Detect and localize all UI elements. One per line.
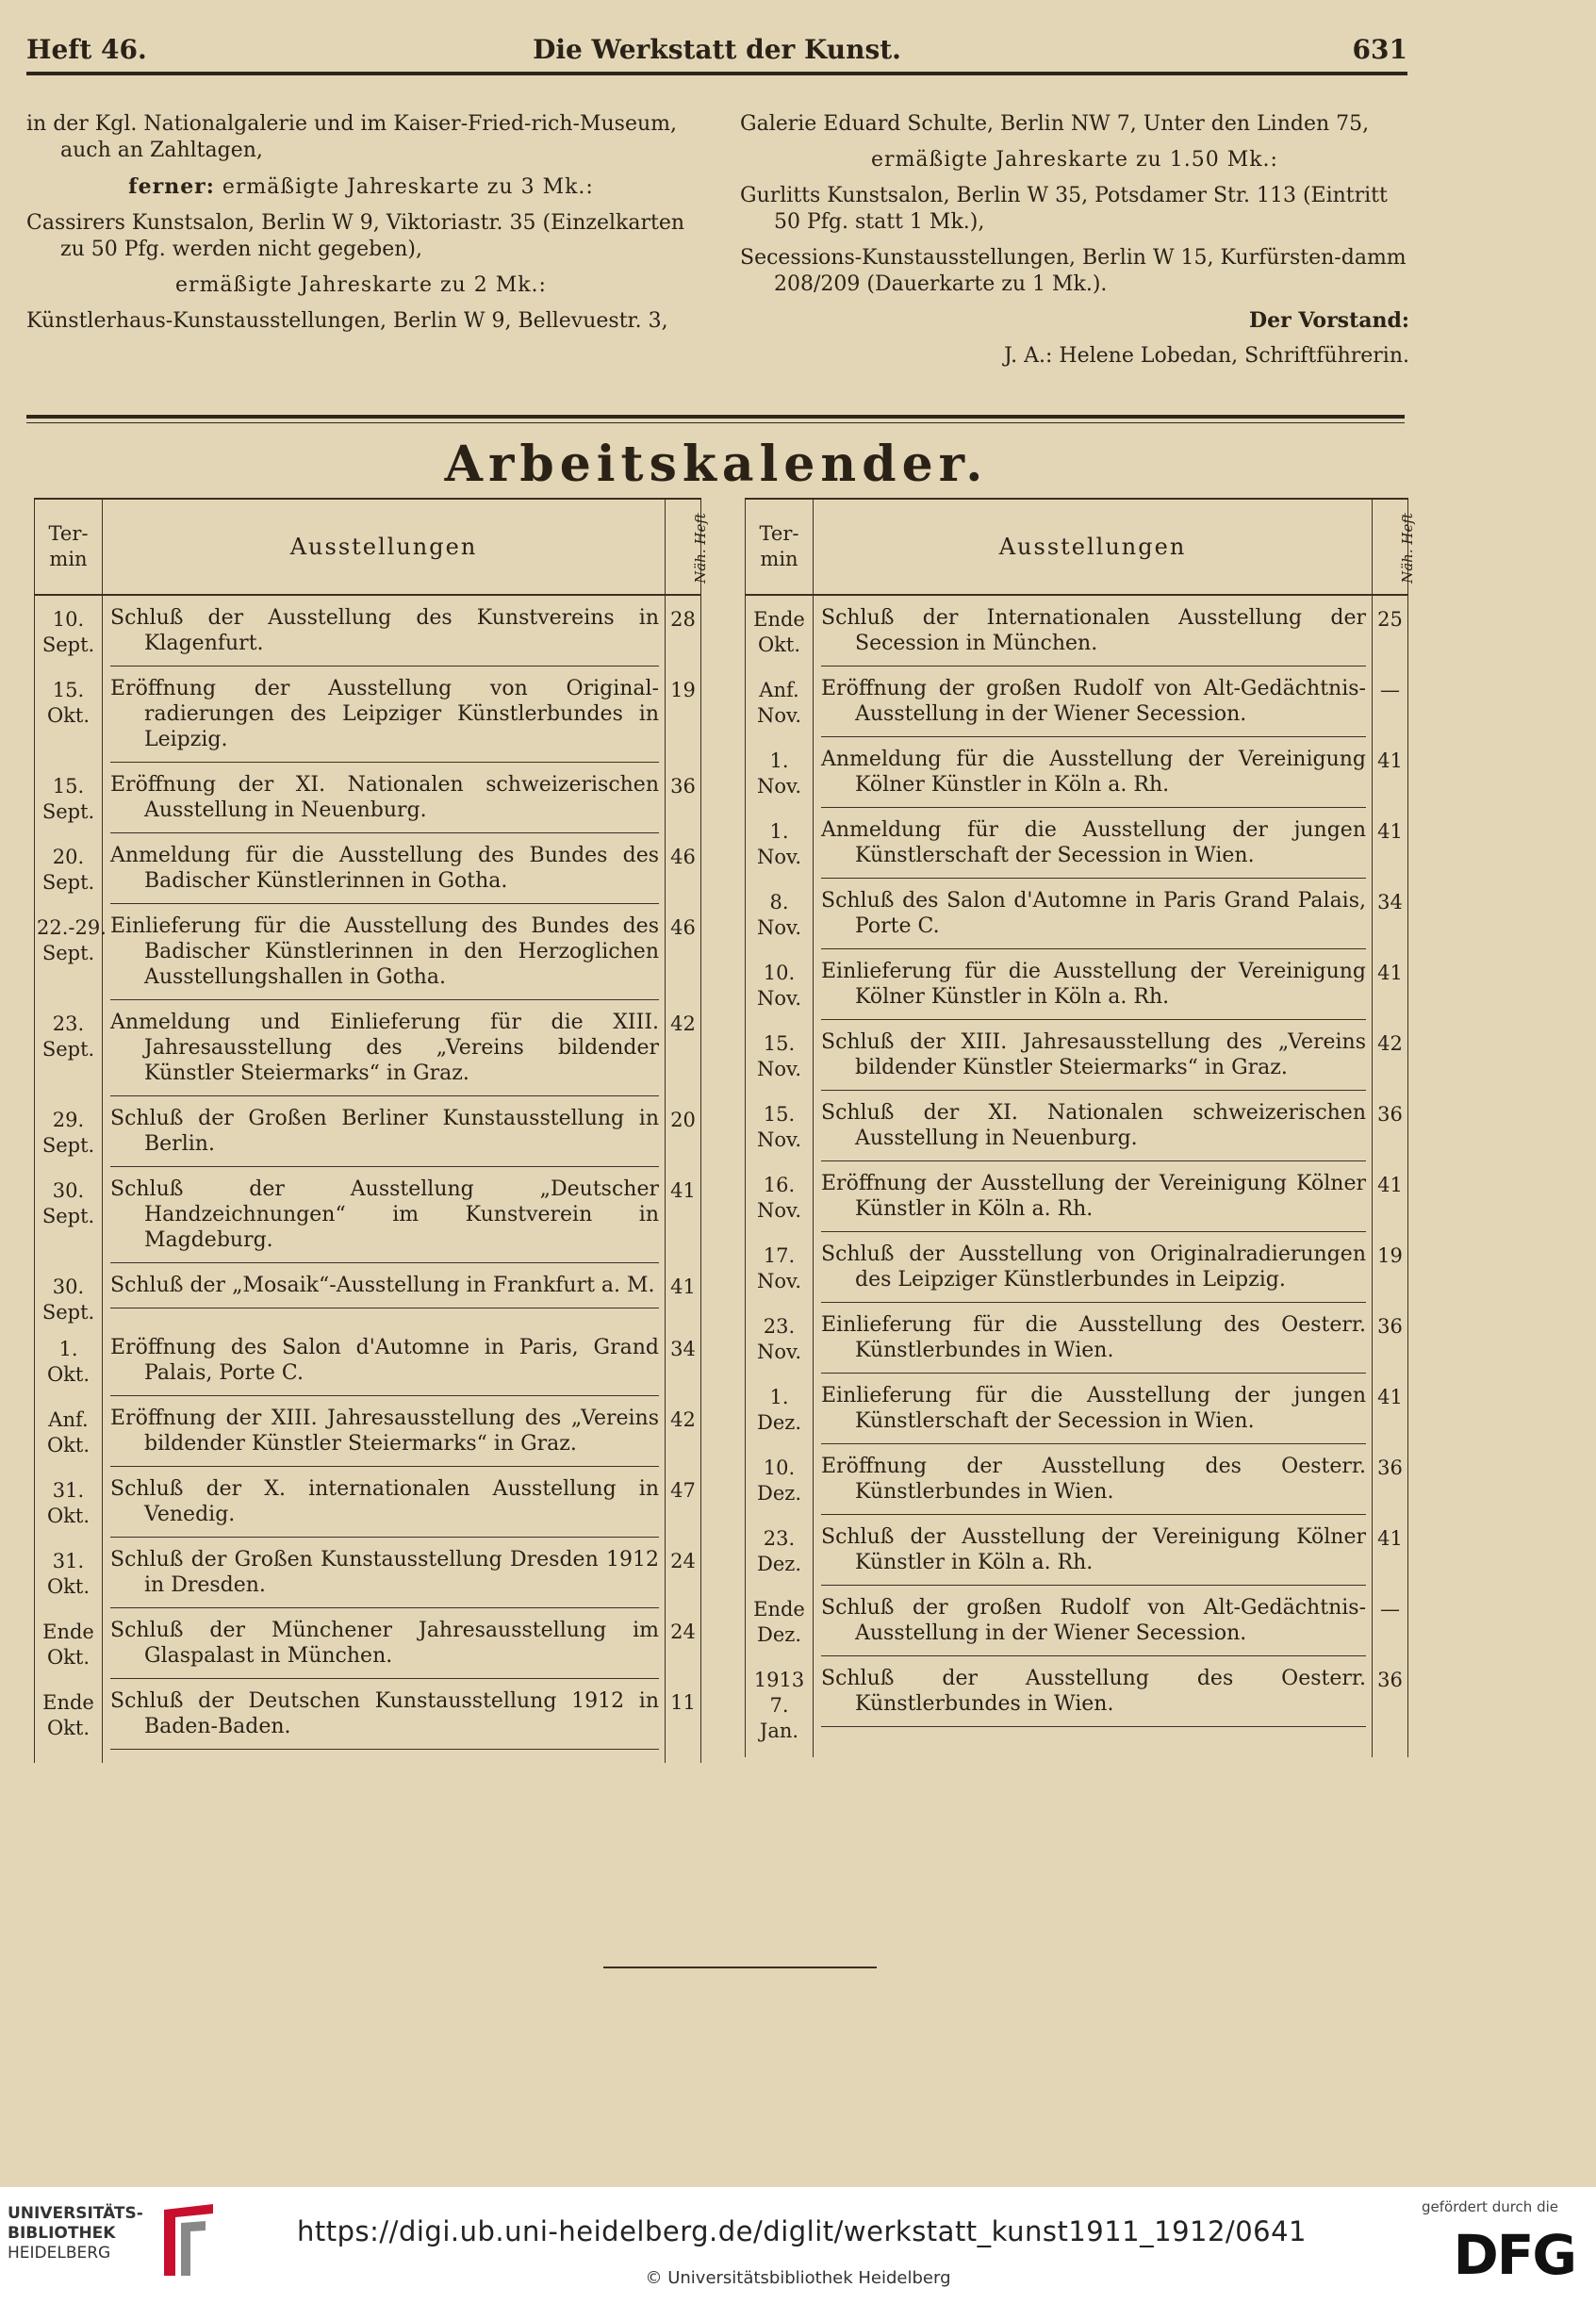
copyright-notice: © Universitätsbibliothek Heidelberg <box>645 2268 951 2288</box>
row-exhibition-wrap <box>110 1273 659 1308</box>
row-exhibition-wrap <box>821 1666 1366 1727</box>
row-exhibition-text: Eröffnung der Ausstellung von Original-radierungen des Leipziger Künstlerbundes in Leipzig. <box>110 677 659 751</box>
row-exhibition-text: Schluß der XIII. Jahresausstellung des „Vereins bildender Künstler Steiermarks“ in Graz. <box>821 1030 1366 1079</box>
viewer-footer <box>0 2187 1596 2304</box>
row-exhibition-wrap <box>821 888 1366 949</box>
calendar-row <box>746 1232 1408 1303</box>
row-exhibition-wrap <box>110 676 659 763</box>
row-exhibition-text: Schluß der Ausstellung „Deutscher Handzeichnungen“ im Kunstverein in Magdeburg. <box>110 1177 659 1252</box>
row-date: 17. Nov. <box>746 1232 814 1303</box>
row-exhibition-wrap <box>110 772 659 833</box>
calendar-row <box>35 1679 701 1750</box>
row-exhibition-wrap <box>821 1242 1366 1303</box>
row-exhibition-text: Schluß der Deutschen Kunstausstellung 1912 in Baden-Baden. <box>110 1689 659 1738</box>
issue-header-label: Näh. Heft <box>1398 512 1416 584</box>
row-issue-number: 36 <box>1373 1444 1408 1515</box>
row-exhibition-wrap <box>110 913 659 1000</box>
row-issue-number: 47 <box>666 1467 701 1538</box>
row-date: 10. Dez. <box>746 1444 814 1515</box>
row-exhibition-cell <box>103 1000 666 1096</box>
row-exhibition-cell <box>103 1538 666 1608</box>
row-issue-number: 42 <box>666 1396 701 1467</box>
row-exhibition-text: Schluß der XI. Nationalen schweizerischen Ausstellung in Neuenburg. <box>821 1101 1366 1150</box>
row-exhibition-text: Schluß der Ausstellung von Originalradierungen des Leipziger Künstlerbundes in Leipzig. <box>821 1243 1366 1292</box>
row-exhibition-cell <box>103 904 666 1000</box>
row-date: Ende Okt. <box>746 595 814 667</box>
row-issue-number: 36 <box>1373 1303 1408 1374</box>
row-exhibition-cell <box>103 833 666 904</box>
row-issue-number: 41 <box>1373 1374 1408 1444</box>
row-date: 15. Sept. <box>35 763 103 833</box>
row-issue-number: 46 <box>666 833 701 904</box>
calendar-row <box>35 1538 701 1608</box>
row-date: 1913 7. Jan. <box>746 1656 814 1744</box>
table-bottom-spacer <box>35 1750 701 1763</box>
intro-left-column <box>26 111 696 344</box>
row-issue-number: 42 <box>666 1000 701 1096</box>
table-header-row <box>35 499 701 595</box>
calendar-row <box>35 595 701 667</box>
calendar-row <box>35 1608 701 1679</box>
row-issue-number: 41 <box>1373 1515 1408 1586</box>
intro-paragraph: Galerie Eduard Schulte, Berlin NW 7, Unter den Linden 75, <box>740 112 1370 136</box>
calendar-table-right <box>745 498 1416 1757</box>
row-exhibition-cell <box>103 1325 666 1396</box>
row-exhibition-wrap <box>110 1010 659 1096</box>
row-date: 31. Okt. <box>35 1467 103 1538</box>
column-header-term: Ter-min <box>746 499 814 595</box>
row-exhibition-text: Einlieferung für die Ausstellung der jungen Künstlerschaft der Secession in Wien. <box>821 1384 1366 1433</box>
signature-line: J. A.: Helene Lobedan, Schriftführerin. <box>1004 344 1409 368</box>
row-date: 8. Nov. <box>746 879 814 949</box>
row-issue-number: 24 <box>666 1538 701 1608</box>
row-issue-number: 41 <box>1373 808 1408 879</box>
library-name-line: HEIDELBERG <box>8 2244 111 2263</box>
row-issue-number: 41 <box>1373 949 1408 1020</box>
row-exhibition-wrap <box>821 1029 1366 1091</box>
row-exhibition-text: Einlieferung für die Ausstellung des Bundes des Badischer Künstlerinnen in den Herzoglichen Ausstellungshallen in Gotha. <box>110 914 659 989</box>
issue-number: Heft 46. <box>26 34 147 65</box>
row-exhibition-wrap <box>821 676 1366 737</box>
row-date: 1. Nov. <box>746 737 814 808</box>
intro-text: ermäßigte Jahreskarte zu 3 Mk.: <box>214 175 594 199</box>
intro-right-column <box>740 111 1409 379</box>
row-exhibition-wrap <box>821 1454 1366 1515</box>
row-date: 23. Sept. <box>35 1000 103 1096</box>
calendar-row <box>746 1515 1408 1586</box>
row-issue-number: 11 <box>666 1679 701 1750</box>
row-issue-number: 19 <box>666 667 701 763</box>
row-date: 15. Nov. <box>746 1020 814 1091</box>
row-issue-number: 41 <box>666 1167 701 1263</box>
page-number: 631 <box>1352 34 1407 65</box>
calendar-row <box>746 1303 1408 1374</box>
row-exhibition-wrap <box>821 1595 1366 1656</box>
calendar-row <box>746 808 1408 879</box>
row-exhibition-wrap <box>821 959 1366 1020</box>
row-exhibition-wrap <box>110 1547 659 1608</box>
row-exhibition-wrap <box>110 1106 659 1167</box>
row-date: 29. Sept. <box>35 1096 103 1167</box>
row-issue-number: 36 <box>1373 1656 1408 1744</box>
row-exhibition-cell <box>103 1263 666 1325</box>
column-header-exhibitions: Ausstellungen <box>103 499 666 595</box>
spacer-cell <box>746 1744 814 1757</box>
row-date: 30. Sept. <box>35 1263 103 1325</box>
row-issue-number: 36 <box>1373 1091 1408 1161</box>
funder-logo: DFG <box>1453 2223 1575 2287</box>
row-exhibition-wrap <box>821 1100 1366 1161</box>
row-exhibition-text: Eröffnung der Ausstellung der Vereinigung Kölner Künstler in Köln a. Rh. <box>821 1172 1366 1221</box>
calendar-row <box>35 1263 701 1325</box>
row-exhibition-wrap <box>821 817 1366 879</box>
row-exhibition-cell <box>814 1091 1373 1161</box>
row-exhibition-wrap <box>821 747 1366 808</box>
row-exhibition-text: Schluß der X. internationalen Ausstellung in Venedig. <box>110 1477 659 1526</box>
row-exhibition-text: Eröffnung der XIII. Jahresausstellung des „Vereins bildender Künstler Steiermarks“ in Graz. <box>110 1407 659 1456</box>
row-issue-number: 42 <box>1373 1020 1408 1091</box>
row-exhibition-text: Schluß der Ausstellung des Kunstvereins in Klagenfurt. <box>110 606 659 655</box>
calendar-row <box>35 833 701 904</box>
calendar-row <box>35 1167 701 1263</box>
spacer-cell <box>666 1750 701 1763</box>
spacer-cell <box>35 1750 103 1763</box>
row-exhibition-text: Schluß des Salon d'Automne in Paris Grand Palais, Porte C. <box>821 889 1366 938</box>
row-exhibition-text: Schluß der Großen Berliner Kunstausstellung in Berlin. <box>110 1107 659 1156</box>
row-exhibition-wrap <box>110 1335 659 1396</box>
row-exhibition-text: Schluß der großen Rudolf von Alt-Gedächtnis-Ausstellung in der Wiener Secession. <box>821 1596 1366 1645</box>
intro-paragraph: Secessions-Kunstausstellungen, Berlin W 15, Kurfürsten-damm 208/209 (Dauerkarte zu 1 Mk.). <box>740 246 1407 296</box>
intro-bold-label: ferner: <box>128 174 215 199</box>
row-date: 1. Nov. <box>746 808 814 879</box>
row-exhibition-text: Anmeldung für die Ausstellung der jungen Künstlerschaft der Secession in Wien. <box>821 818 1366 867</box>
row-exhibition-cell <box>103 763 666 833</box>
calendar-row <box>35 904 701 1000</box>
calendar-row <box>746 1374 1408 1444</box>
row-issue-number: 41 <box>666 1263 701 1325</box>
row-date: 1. Okt. <box>35 1325 103 1396</box>
page-header <box>26 34 1407 75</box>
row-date: Anf. Okt. <box>35 1396 103 1467</box>
section-title: Arbeitskalender. <box>444 436 989 493</box>
row-exhibition-cell <box>814 879 1373 949</box>
row-exhibition-cell <box>103 1167 666 1263</box>
row-date: 1. Dez. <box>746 1374 814 1444</box>
row-issue-number: 41 <box>1373 1161 1408 1232</box>
row-exhibition-text: Eröffnung der großen Rudolf von Alt-Gedächtnis-Ausstellung in der Wiener Secession. <box>821 677 1366 726</box>
row-exhibition-text: Anmeldung und Einlieferung für die XIII. Jahresausstellung des „Vereins bildender Künstler Steiermarks“ in Graz. <box>110 1011 659 1085</box>
row-exhibition-wrap <box>110 605 659 667</box>
row-exhibition-cell <box>103 595 666 667</box>
row-exhibition-wrap <box>110 1476 659 1538</box>
calendar-row <box>746 667 1408 737</box>
row-issue-number: 28 <box>666 595 701 667</box>
table-bottom-spacer <box>746 1744 1408 1757</box>
row-exhibition-cell <box>103 1608 666 1679</box>
row-exhibition-text: Schluß der Ausstellung der Vereinigung Kölner Künstler in Köln a. Rh. <box>821 1525 1366 1574</box>
calendar-row <box>35 1325 701 1396</box>
row-exhibition-text: Schluß der Großen Kunstausstellung Dresden 1912 in Dresden. <box>110 1548 659 1597</box>
row-exhibition-cell <box>103 1467 666 1538</box>
calendar-row <box>746 1444 1408 1515</box>
table-header-row <box>746 499 1408 595</box>
row-exhibition-wrap <box>821 1171 1366 1232</box>
calendar-row <box>746 1586 1408 1656</box>
spacer-cell <box>814 1744 1373 1757</box>
row-exhibition-wrap <box>821 1524 1366 1586</box>
row-exhibition-cell <box>103 1679 666 1750</box>
row-exhibition-cell <box>814 949 1373 1020</box>
row-exhibition-text: Schluß der Münchener Jahresausstellung im Glaspalast in München. <box>110 1619 659 1668</box>
column-header-term: Ter-min <box>35 499 103 595</box>
signature-heading: Der Vorstand: <box>1249 308 1409 333</box>
row-exhibition-cell <box>814 1303 1373 1374</box>
row-exhibition-wrap <box>110 1618 659 1679</box>
row-exhibition-text: Anmeldung für die Ausstellung der Vereinigung Kölner Künstler in Köln a. Rh. <box>821 748 1366 797</box>
row-exhibition-text: Eröffnung des Salon d'Automne in Paris, Grand Palais, Porte C. <box>110 1336 659 1385</box>
row-date: 22.-29. Sept. <box>35 904 103 1000</box>
row-date: 10. Nov. <box>746 949 814 1020</box>
row-exhibition-cell <box>103 1096 666 1167</box>
calendar-row <box>746 595 1408 667</box>
row-date: 31. Okt. <box>35 1538 103 1608</box>
row-date: 30. Sept. <box>35 1167 103 1263</box>
library-name-line: UNIVERSITÄTS- <box>8 2204 143 2223</box>
row-issue-number: 34 <box>666 1325 701 1396</box>
library-name <box>8 2204 143 2263</box>
column-header-exhibitions: Ausstellungen <box>814 499 1373 595</box>
intro-paragraph: ermäßigte Jahreskarte zu 1.50 Mk.: <box>871 148 1278 172</box>
calendar-row <box>746 1161 1408 1232</box>
row-date: 15. Nov. <box>746 1091 814 1161</box>
row-exhibition-wrap <box>110 1688 659 1750</box>
calendar-row <box>746 737 1408 808</box>
row-date: 23. Nov. <box>746 1303 814 1374</box>
section-rule <box>26 415 1405 419</box>
calendar-row <box>746 949 1408 1020</box>
spacer-cell <box>103 1750 666 1763</box>
row-exhibition-cell <box>814 667 1373 737</box>
row-issue-number: 34 <box>1373 879 1408 949</box>
row-date: 15. Okt. <box>35 667 103 763</box>
calendar-row <box>35 1000 701 1096</box>
column-header-issue <box>666 499 709 595</box>
intro-paragraph <box>26 173 696 201</box>
row-exhibition-text: Schluß der Ausstellung des Oesterr. Künstlerbundes in Wien. <box>821 1667 1366 1716</box>
row-exhibition-text: Eröffnung der XI. Nationalen schweizerischen Ausstellung in Neuenburg. <box>110 773 659 822</box>
row-date: Ende Okt. <box>35 1679 103 1750</box>
row-exhibition-text: Eröffnung der Ausstellung des Oesterr. Künstlerbundes in Wien. <box>821 1455 1366 1504</box>
row-exhibition-wrap <box>821 605 1366 667</box>
calendar-row <box>746 1656 1408 1744</box>
column-header-issue <box>1373 499 1416 595</box>
row-issue-number: — <box>1373 667 1408 737</box>
calendar-row <box>746 1091 1408 1161</box>
spacer-cell <box>1373 1744 1408 1757</box>
row-date: 23. Dez. <box>746 1515 814 1586</box>
journal-title: Die Werkstatt der Kunst. <box>533 34 901 65</box>
row-exhibition-cell <box>103 1396 666 1467</box>
funder-caption: gefördert durch die <box>1422 2198 1558 2215</box>
calendar-row <box>746 1020 1408 1091</box>
intro-paragraph: Gurlitts Kunstsalon, Berlin W 35, Potsdamer Str. 113 (Eintritt 50 Pfg. statt 1 Mk.), <box>740 184 1388 234</box>
row-date: 10. Sept. <box>35 595 103 667</box>
row-exhibition-text: Einlieferung für die Ausstellung des Oesterr. Künstlerbundes in Wien. <box>821 1313 1366 1362</box>
library-name-line: BIBLIOTHEK <box>8 2224 116 2243</box>
row-exhibition-text: Schluß der Internationalen Ausstellung der Secession in München. <box>821 606 1366 655</box>
row-exhibition-text: Anmeldung für die Ausstellung des Bundes des Badischer Künstlerinnen in Gotha. <box>110 844 659 893</box>
calendar-row <box>35 1396 701 1467</box>
row-issue-number: 36 <box>666 763 701 833</box>
row-date: Ende Okt. <box>35 1608 103 1679</box>
intro-paragraph: in der Kgl. Nationalgalerie und im Kaiser-Fried-rich-Museum, auch an Zahltagen, <box>26 112 677 162</box>
intro-paragraph: ermäßigte Jahreskarte zu 2 Mk.: <box>175 273 547 297</box>
row-issue-number: 19 <box>1373 1232 1408 1303</box>
row-exhibition-text: Einlieferung für die Ausstellung der Vereinigung Kölner Künstler in Köln a. Rh. <box>821 960 1366 1009</box>
row-exhibition-cell <box>814 1161 1373 1232</box>
row-exhibition-cell <box>814 1444 1373 1515</box>
row-exhibition-wrap <box>110 1406 659 1467</box>
intro-paragraph: Cassirers Kunstsalon, Berlin W 9, Viktoriastr. 35 (Einzelkarten zu 50 Pfg. werden nicht gegeben), <box>26 211 685 261</box>
row-issue-number: — <box>1373 1586 1408 1656</box>
calendar-row <box>746 879 1408 949</box>
row-exhibition-wrap <box>110 1177 659 1263</box>
row-exhibition-cell <box>814 1374 1373 1444</box>
calendar-row <box>35 1467 701 1538</box>
row-issue-number: 41 <box>1373 737 1408 808</box>
calendar-row <box>35 667 701 763</box>
row-date: Anf. Nov. <box>746 667 814 737</box>
end-rule <box>603 1967 877 1968</box>
row-exhibition-wrap <box>821 1383 1366 1444</box>
section-rule-thin <box>26 422 1405 423</box>
row-exhibition-cell <box>814 1586 1373 1656</box>
row-exhibition-text: Schluß der „Mosaik“-Ausstellung in Frankfurt a. M. <box>110 1274 655 1297</box>
row-date: 16. Nov. <box>746 1161 814 1232</box>
row-issue-number: 25 <box>1373 595 1408 667</box>
row-exhibition-cell <box>814 1656 1373 1744</box>
row-exhibition-cell <box>814 1232 1373 1303</box>
row-exhibition-cell <box>814 595 1373 667</box>
row-exhibition-wrap <box>821 1312 1366 1374</box>
row-exhibition-cell <box>814 1515 1373 1586</box>
row-issue-number: 46 <box>666 904 701 1000</box>
row-exhibition-cell <box>814 1020 1373 1091</box>
row-date: 20. Sept. <box>35 833 103 904</box>
calendar-row <box>35 763 701 833</box>
row-date: Ende Dez. <box>746 1586 814 1656</box>
issue-header-label: Näh. Heft <box>691 512 709 584</box>
calendar-row <box>35 1096 701 1167</box>
calendar-table-left <box>34 498 709 1763</box>
row-exhibition-cell <box>103 667 666 763</box>
row-exhibition-wrap <box>110 843 659 904</box>
intro-paragraph: Künstlerhaus-Kunstausstellungen, Berlin W 9, Bellevuestr. 3, <box>26 309 668 333</box>
row-issue-number: 24 <box>666 1608 701 1679</box>
permalink-url[interactable]: https://digi.ub.uni-heidelberg.de/diglit/werkstatt_kunst1911_1912/0641 <box>297 2215 1307 2247</box>
row-exhibition-cell <box>814 808 1373 879</box>
row-issue-number: 20 <box>666 1096 701 1167</box>
row-exhibition-cell <box>814 737 1373 808</box>
